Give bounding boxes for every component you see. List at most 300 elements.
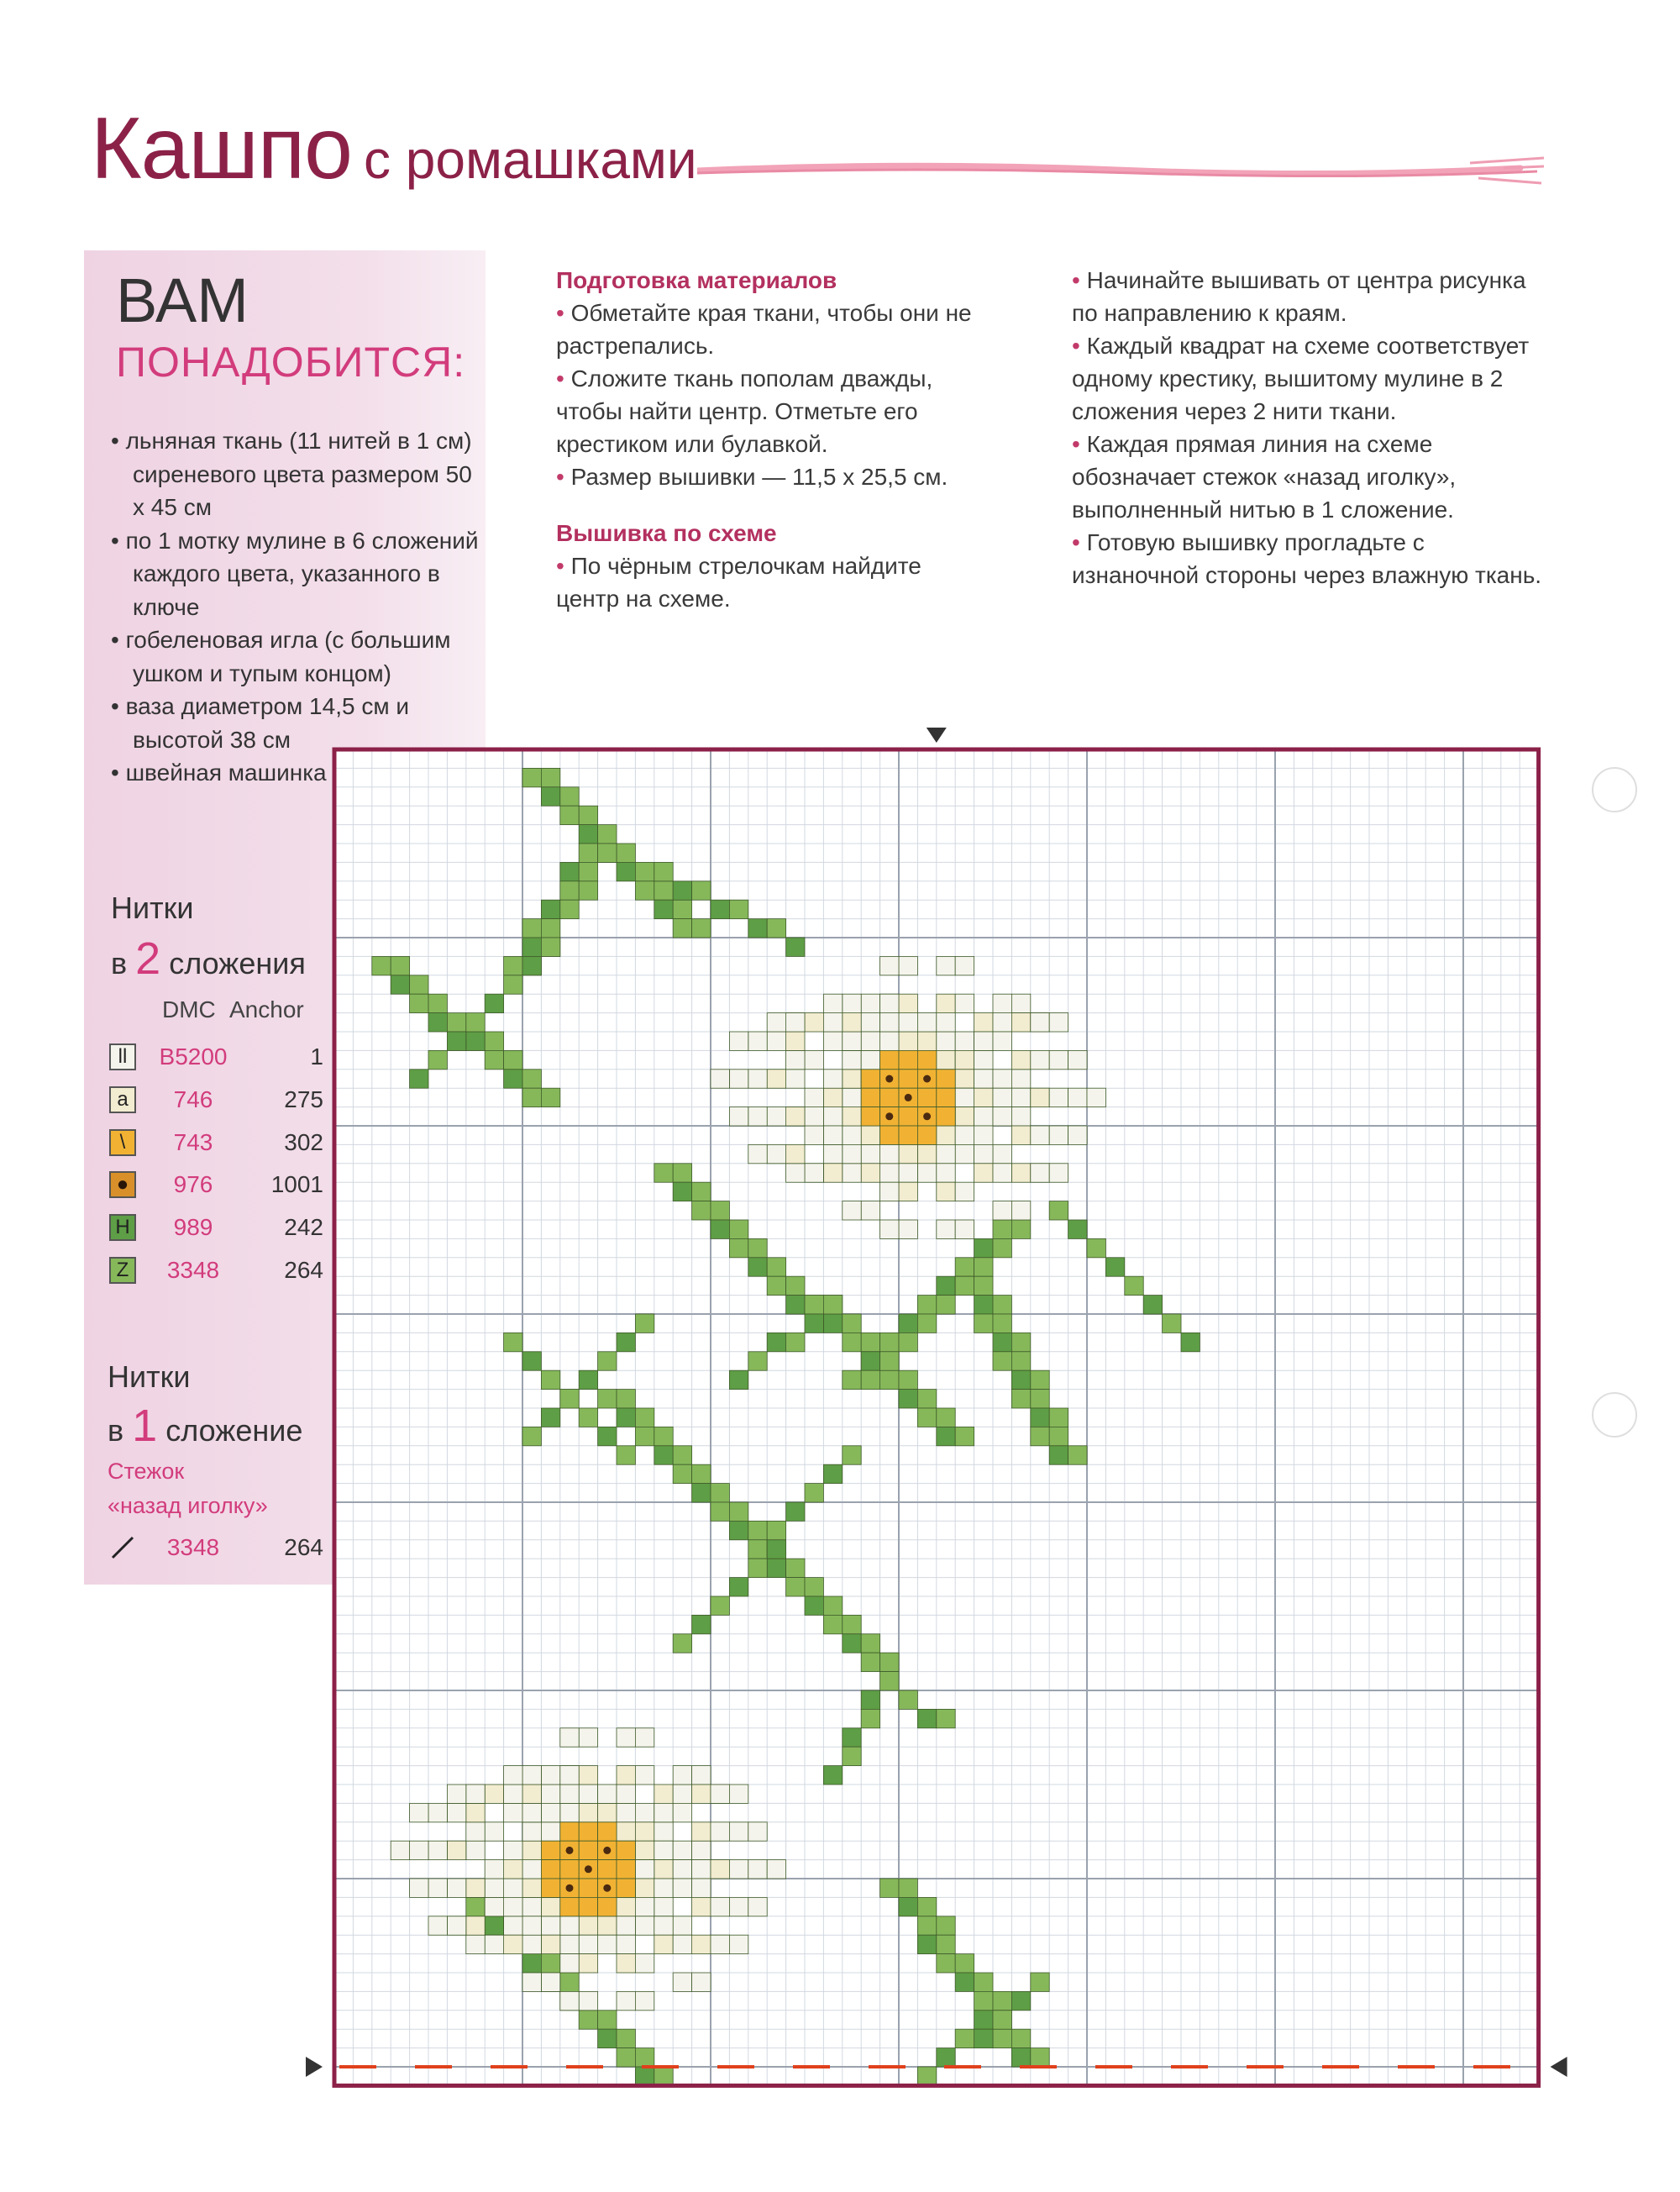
key-col-anchor: Anchor: [229, 996, 304, 1022]
petal-stitch: [974, 1164, 993, 1182]
petal-stitch: [673, 1841, 691, 1859]
petal-stitch: [522, 1803, 541, 1821]
petal-stitch: [786, 1013, 805, 1032]
petal-stitch: [861, 994, 879, 1012]
backstitch-icon: [109, 1534, 136, 1561]
stem-stitch: [428, 1050, 447, 1069]
stem-stitch: [673, 1464, 691, 1483]
stem-stitch: [541, 1088, 559, 1107]
center-stitch: [617, 1841, 635, 1859]
petal-stitch: [974, 1126, 993, 1144]
stem-stitch: [974, 1973, 993, 1991]
thread-symbol-icon: ●: [109, 1171, 136, 1198]
center-dot: [905, 1094, 912, 1101]
stem-stitch: [993, 1238, 1011, 1257]
petal-stitch: [955, 1126, 974, 1144]
petal-stitch: [598, 1916, 617, 1935]
petal-stitch: [899, 994, 917, 1012]
petal-stitch: [598, 1785, 617, 1803]
stem-stitch: [805, 1578, 823, 1596]
petal-stitch: [466, 1879, 485, 1897]
threads-2-pre: в: [111, 946, 128, 980]
stem-stitch: [1011, 1220, 1030, 1238]
petal-stitch: [823, 1088, 842, 1107]
petal-stitch: [993, 1013, 1011, 1032]
stem-stitch: [692, 1615, 711, 1633]
petal-stitch: [1031, 1088, 1049, 1107]
petal-stitch: [1011, 994, 1030, 1012]
thread-anchor: 275: [284, 1086, 323, 1112]
stitch-label-2: «назад иголку»: [108, 1493, 268, 1518]
petal-stitch: [541, 1897, 559, 1916]
petal-stitch: [974, 1088, 993, 1107]
petal-stitch: [654, 1822, 673, 1841]
petal-stitch: [955, 956, 974, 975]
center-stitch: [560, 1897, 579, 1916]
petal-stitch: [466, 1916, 485, 1935]
thread-dmc: 976: [173, 1171, 213, 1197]
petal-stitch: [917, 1164, 936, 1182]
petal-stitch: [654, 1897, 673, 1916]
stem-stitch: [861, 1333, 879, 1351]
stem-stitch: [579, 1370, 597, 1389]
petal-stitch: [899, 1032, 917, 1050]
petal-stitch: [955, 1220, 974, 1238]
stem-stitch: [711, 1596, 729, 1615]
petal-stitch: [899, 1220, 917, 1238]
stem-stitch: [729, 1521, 748, 1539]
petal-stitch: [1031, 1126, 1049, 1144]
stem-stitch: [504, 1070, 522, 1088]
stem-stitch: [654, 862, 673, 880]
petal-stitch: [1011, 1050, 1030, 1069]
petal-stitch: [635, 1841, 654, 1859]
stem-stitch: [974, 2029, 993, 2047]
stem-stitch: [560, 900, 579, 918]
stem-stitch: [560, 787, 579, 806]
stem-stitch: [1105, 1258, 1124, 1276]
list-item: • Каждая прямая линия на схеме обозначает стежок «назад иголку», выполненный нитью в 1 сложение.: [1072, 428, 1551, 526]
petal-stitch: [993, 1088, 1011, 1107]
stem-stitch: [843, 1314, 861, 1333]
stem-stitch: [1049, 1446, 1068, 1464]
stem-stitch: [673, 881, 691, 900]
petal-stitch: [899, 1182, 917, 1201]
petal-stitch: [786, 1070, 805, 1088]
stem-stitch: [843, 1446, 861, 1464]
petal-stitch: [955, 1088, 974, 1107]
petal-stitch: [447, 1916, 465, 1935]
petal-stitch: [1049, 1088, 1068, 1107]
stem-stitch: [673, 900, 691, 918]
center-stitch: [598, 1822, 617, 1841]
stem-stitch: [673, 1164, 691, 1182]
petal-stitch: [711, 1897, 729, 1916]
petal-stitch: [937, 1126, 955, 1144]
petal-stitch: [635, 1803, 654, 1821]
petal-stitch: [974, 1050, 993, 1069]
threads-2-num: 2: [135, 933, 161, 984]
petal-stitch: [955, 1070, 974, 1088]
page-title: [91, 99, 697, 199]
petal-stitch: [617, 1897, 635, 1916]
petal-stitch: [466, 1803, 485, 1821]
petal-stitch: [504, 1935, 522, 1953]
petal-stitch: [1031, 1164, 1049, 1182]
stem-stitch: [767, 919, 785, 938]
stem-stitch: [654, 1164, 673, 1182]
threads-2-heading: Нитки: [111, 891, 194, 925]
petal-stitch: [635, 1879, 654, 1897]
center-stitch: [579, 1822, 597, 1841]
stem-stitch: [1031, 1390, 1049, 1408]
stem-stitch: [447, 1013, 465, 1032]
stem-stitch: [823, 1464, 842, 1483]
petal-stitch: [447, 1879, 465, 1897]
stem-stitch: [1049, 1201, 1068, 1220]
petal-stitch: [786, 1032, 805, 1050]
list-item: • льняная ткань (11 нитей в 1 см) сиреневого цвета размером 50 х 45 см: [111, 424, 480, 524]
stem-stitch: [560, 806, 579, 824]
petal-stitch: [993, 1107, 1011, 1126]
stem-stitch: [635, 2067, 654, 2085]
center-stitch: [861, 1070, 879, 1088]
stem-stitch: [861, 1690, 879, 1709]
petal-stitch: [993, 1032, 1011, 1050]
petal-stitch: [579, 1954, 597, 1973]
stem-stitch: [522, 1070, 541, 1088]
stem-stitch: [993, 1220, 1011, 1238]
petal-stitch: [729, 1860, 748, 1879]
petal-stitch: [617, 1785, 635, 1803]
petal-stitch: [955, 1182, 974, 1201]
petal-stitch: [974, 1070, 993, 1088]
threads-1-heading: Нитки: [108, 1359, 191, 1394]
petal-stitch: [654, 1841, 673, 1859]
petal-stitch: [541, 1822, 559, 1841]
center-stitch: [917, 1126, 936, 1144]
petal-stitch: [899, 1164, 917, 1182]
petal-stitch: [805, 1088, 823, 1107]
petal-stitch: [861, 1126, 879, 1144]
petal-stitch: [786, 1144, 805, 1163]
petal-stitch: [541, 1785, 559, 1803]
petal-stitch: [1068, 1050, 1087, 1069]
stem-stitch: [428, 994, 447, 1012]
petal-stitch: [993, 1144, 1011, 1163]
petal-stitch: [654, 1935, 673, 1953]
stem-stitch: [1163, 1314, 1181, 1333]
petal-stitch: [1049, 1013, 1068, 1032]
stem-stitch: [899, 1370, 917, 1389]
petal-stitch: [823, 1070, 842, 1088]
center-dot: [585, 1865, 592, 1873]
petal-stitch: [522, 1822, 541, 1841]
petal-stitch: [974, 1144, 993, 1163]
threads-1-num: 1: [132, 1401, 158, 1451]
stem-stitch: [579, 2011, 597, 2029]
center-dot: [566, 1847, 574, 1854]
petal-stitch: [1031, 1050, 1049, 1069]
petal-stitch: [937, 1050, 955, 1069]
stem-stitch: [805, 1596, 823, 1615]
petal-stitch: [635, 1954, 654, 1973]
stem-stitch: [654, 881, 673, 900]
stem-stitch: [1143, 1296, 1162, 1314]
thread-symbol-icon: \: [109, 1129, 136, 1156]
petal-stitch: [917, 1032, 936, 1050]
stem-stitch: [635, 1314, 654, 1333]
petal-stitch: [541, 1935, 559, 1953]
thread-symbol-icon: Z: [109, 1257, 136, 1284]
petal-stitch: [937, 1013, 955, 1032]
petal-stitch: [1068, 1126, 1087, 1144]
center-stitch: [541, 1879, 559, 1897]
stem-stitch: [823, 1615, 842, 1633]
petal-stitch: [692, 1766, 711, 1785]
petal-stitch: [391, 1841, 409, 1859]
center-stitch: [617, 1860, 635, 1879]
petal-stitch: [805, 1126, 823, 1144]
stem-stitch: [598, 2011, 617, 2029]
petal-stitch: [786, 1050, 805, 1069]
stem-stitch: [843, 1370, 861, 1389]
stem-stitch: [579, 881, 597, 900]
stem-stitch: [635, 1427, 654, 1445]
petal-stitch: [861, 1013, 879, 1032]
stem-stitch: [974, 1296, 993, 1314]
stem-stitch: [541, 938, 559, 956]
stem-stitch: [579, 825, 597, 844]
stem-stitch: [880, 1352, 899, 1370]
petal-stitch: [805, 1107, 823, 1126]
stem-stitch: [748, 1559, 767, 1577]
petal-stitch: [823, 1144, 842, 1163]
stem-stitch: [692, 1484, 711, 1502]
stem-stitch: [692, 919, 711, 938]
center-dot: [566, 1884, 574, 1892]
stem-stitch: [635, 862, 654, 880]
petal-stitch: [692, 1785, 711, 1803]
center-stitch: [899, 1107, 917, 1126]
stem-stitch: [410, 975, 428, 994]
petal-stitch: [955, 1107, 974, 1126]
stem-stitch: [560, 1390, 579, 1408]
petal-stitch: [917, 1013, 936, 1032]
triangle-marker-icon: [927, 728, 947, 743]
center-stitch: [861, 1088, 879, 1107]
petal-stitch: [861, 1201, 879, 1220]
stem-stitch: [993, 2011, 1011, 2029]
stem-stitch: [692, 1182, 711, 1201]
stem-stitch: [917, 1709, 936, 1727]
petal-stitch: [823, 1032, 842, 1050]
petal-stitch: [805, 1013, 823, 1032]
stem-stitch: [598, 1352, 617, 1370]
stem-stitch: [899, 1390, 917, 1408]
stem-stitch: [880, 1653, 899, 1671]
stem-stitch: [1031, 1370, 1049, 1389]
petal-stitch: [955, 994, 974, 1012]
petal-stitch: [1087, 1088, 1105, 1107]
stem-stitch: [767, 1333, 785, 1351]
petal-stitch: [748, 1897, 767, 1916]
petal-stitch: [729, 1822, 748, 1841]
petal-stitch: [880, 1182, 899, 1201]
stem-stitch: [673, 919, 691, 938]
stem-stitch: [522, 1352, 541, 1370]
thread-anchor: 1001: [270, 1171, 323, 1197]
stem-stitch: [617, 1446, 635, 1464]
petal-stitch: [504, 1803, 522, 1821]
thread-dmc: 743: [173, 1129, 213, 1155]
petal-stitch: [504, 1879, 522, 1897]
petal-stitch: [673, 1766, 691, 1785]
petal-stitch: [579, 1766, 597, 1785]
petal-stitch: [485, 1897, 503, 1916]
stem-stitch: [786, 938, 805, 956]
center-stitch: [899, 1126, 917, 1144]
petal-stitch: [617, 1803, 635, 1821]
stem-stitch: [767, 1258, 785, 1276]
petal-stitch: [617, 1935, 635, 1953]
petal-stitch: [522, 1916, 541, 1935]
center-stitch: [861, 1107, 879, 1126]
petal-stitch: [541, 1916, 559, 1935]
stem-stitch: [1011, 1390, 1030, 1408]
triangle-marker-icon: [306, 2057, 323, 2077]
petal-stitch: [635, 1897, 654, 1916]
stem-stitch: [541, 1954, 559, 1973]
petal-stitch: [635, 1916, 654, 1935]
petal-stitch: [748, 1822, 767, 1841]
stem-stitch: [522, 1088, 541, 1107]
stem-stitch: [1068, 1220, 1087, 1238]
stem-stitch: [748, 1521, 767, 1539]
center-dot: [923, 1075, 931, 1083]
stem-stitch: [673, 1182, 691, 1201]
petal-stitch: [823, 1164, 842, 1182]
stem-stitch: [635, 2048, 654, 2067]
petal-stitch: [1011, 1088, 1030, 1107]
center-stitch: [579, 1897, 597, 1916]
center-stitch: [541, 1841, 559, 1859]
threads-1-pre: в: [108, 1413, 124, 1448]
petal-stitch: [579, 1803, 597, 1821]
stem-stitch: [617, 2048, 635, 2067]
stem-stitch: [880, 1370, 899, 1389]
stem-stitch: [937, 1709, 955, 1727]
stem-stitch: [786, 1559, 805, 1577]
petal-stitch: [654, 1785, 673, 1803]
petal-stitch: [729, 1785, 748, 1803]
stem-stitch: [522, 919, 541, 938]
petal-stitch: [1031, 1013, 1049, 1032]
center-stitch: [880, 1088, 899, 1107]
stem-stitch: [993, 1314, 1011, 1333]
list-item: • по 1 мотку мулине в 6 сложений каждого цвета, указанного в ключе: [111, 524, 480, 624]
center-stitch: [937, 1070, 955, 1088]
center-stitch: [937, 1088, 955, 1107]
stem-stitch: [485, 1050, 503, 1069]
stem-stitch: [899, 1690, 917, 1709]
petal-stitch: [522, 1879, 541, 1897]
petal-stitch: [504, 1897, 522, 1916]
stem-stitch: [899, 1879, 917, 1897]
stem-stitch: [711, 1220, 729, 1238]
petal-stitch: [974, 1032, 993, 1050]
stem-stitch: [617, 1333, 635, 1351]
list-item: • По чёрным стрелочкам найдите центр на схеме.: [556, 549, 976, 615]
stem-stitch: [937, 1427, 955, 1445]
petal-stitch: [955, 1050, 974, 1069]
stem-stitch: [937, 1296, 955, 1314]
petal-stitch: [805, 1164, 823, 1182]
petal-stitch: [843, 1032, 861, 1050]
key-col-dmc: DMC: [162, 996, 216, 1022]
stem-stitch: [729, 900, 748, 918]
petal-stitch: [410, 1841, 428, 1859]
petal-stitch: [522, 1841, 541, 1859]
petal-stitch: [560, 1803, 579, 1821]
stem-stitch: [673, 1446, 691, 1464]
petal-stitch: [843, 1013, 861, 1032]
list-item: • Обметайте края ткани, чтобы они не растрепались.: [556, 297, 976, 362]
stem-stitch: [579, 862, 597, 880]
petal-stitch: [635, 1991, 654, 2010]
petal-stitch: [880, 1144, 899, 1163]
petal-stitch: [617, 1954, 635, 1973]
you-need-title: ВАМ: [116, 265, 249, 335]
petal-stitch: [541, 1803, 559, 1821]
stem-stitch: [880, 1672, 899, 1690]
stem-stitch: [974, 2011, 993, 2029]
petal-stitch: [880, 994, 899, 1012]
petal-stitch: [711, 1785, 729, 1803]
petal-stitch: [560, 1954, 579, 1973]
center-stitch: [617, 1879, 635, 1897]
stem-stitch: [748, 1540, 767, 1559]
stem-stitch: [993, 1296, 1011, 1314]
petal-stitch: [673, 1916, 691, 1935]
petal-stitch: [504, 1841, 522, 1859]
triangle-marker-icon: [1551, 2057, 1567, 2077]
petal-stitch: [541, 1973, 559, 1991]
petal-stitch: [447, 1785, 465, 1803]
stem-stitch: [1011, 1370, 1030, 1389]
thread-symbol-icon: H: [109, 1214, 136, 1241]
petal-stitch: [748, 1070, 767, 1088]
petal-stitch: [955, 1032, 974, 1050]
stem-stitch: [917, 1916, 936, 1935]
petal-stitch: [823, 1013, 842, 1032]
stem-stitch: [899, 1314, 917, 1333]
stem-stitch: [786, 1276, 805, 1295]
stem-stitch: [805, 1314, 823, 1333]
stem-stitch: [729, 1220, 748, 1238]
stem-stitch: [937, 1276, 955, 1295]
petal-stitch: [843, 994, 861, 1012]
petal-stitch: [1049, 1126, 1068, 1144]
center-dot: [603, 1847, 611, 1854]
stem-stitch: [1031, 1427, 1049, 1445]
petal-stitch: [843, 1088, 861, 1107]
petal-stitch: [974, 1107, 993, 1126]
stem-stitch: [823, 1296, 842, 1314]
petal-stitch: [748, 1860, 767, 1879]
thread-anchor: 1: [310, 1043, 323, 1070]
pink-yarn-icon: [697, 156, 1546, 185]
